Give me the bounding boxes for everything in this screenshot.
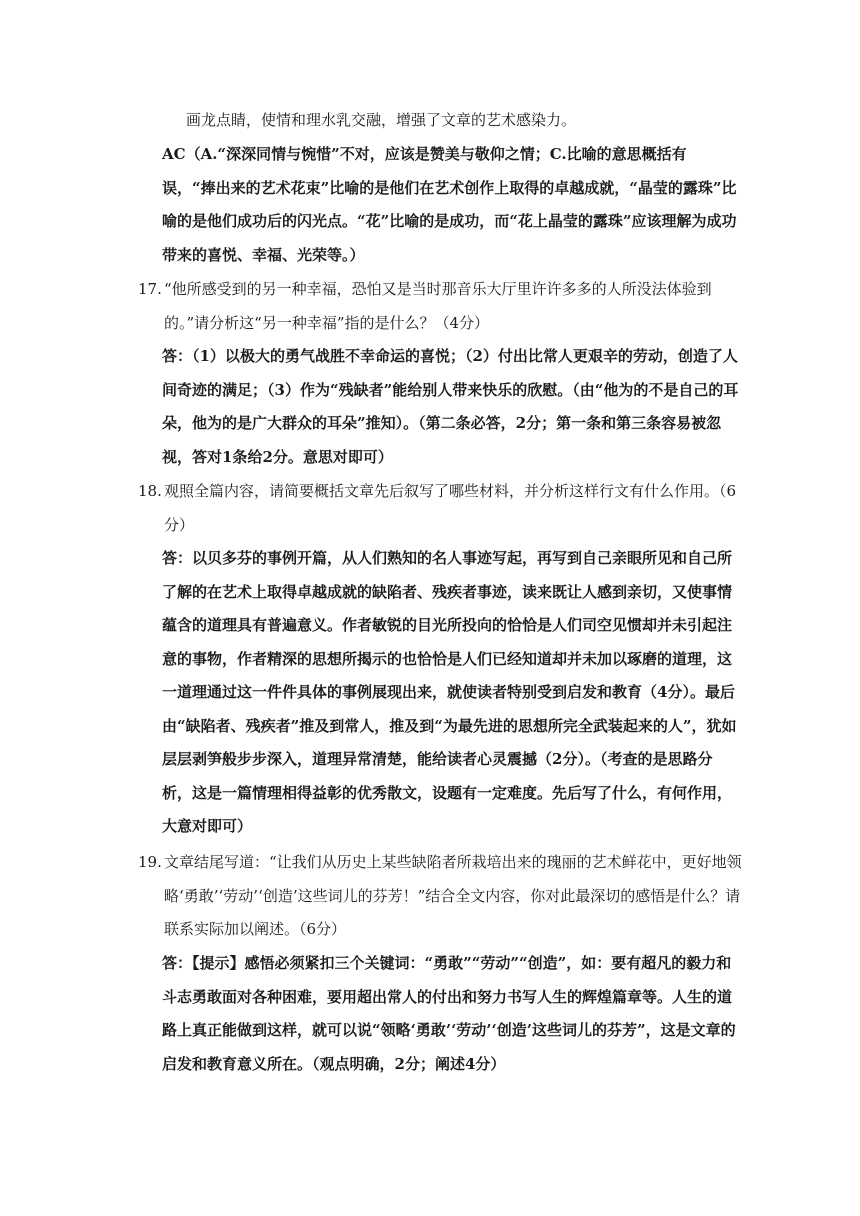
question-number: 17. [138,280,162,298]
question-text: 文章结尾写道：“让我们从历史上某些缺陷者所栽培出来的瑰丽的艺术鲜花中，更好地领略‘勇敢’‘劳动’‘创造’这些词儿的芬芳！”结合全文内容，你对此最深切的感悟是什么？请联系实际加以阐述。（6分） [164,853,742,938]
question-number: 18. [138,482,162,500]
question-number: 19. [138,853,162,871]
intro-line: 画龙点睛，使情和理水乳交融，增强了文章的艺术感染力。 [186,111,577,129]
question-text: “他所感受到的另一种幸福，恐怕又是当时那音乐大厅里许许多多的人所没法体验到的。”请分析这“另一种幸福”指的是什么？（4分） [164,280,712,332]
answer-text: 答：以贝多芬的事例开篇，从人们熟知的名人事迹写起，再写到自己亲眼所见和自己所了解的在艺术上取得卓越成就的缺陷者、残疾者事迹，读来既让人感到亲切，又使事情蕴含的道理具有普遍意义。作者敏锐的目光所投向的恰恰是人们司空见惯却并未引起注意的事物，作者精深的思想所揭示的也恰恰是人们已经知道却并未加以琢磨的道理，这一道理通过这一件件具体的事例展现出来，就使读者特别受到启发和教育（4分）。最后由“缺陷者、残疾者”推及到常人，推及到“为最先进的思想所完全武装起来的人”，犹如层层剥笋般步步深入，道理异常清楚，能给读者心灵震撼（2分）。（考查的是思路分析，这是一篇情理相得益彰的优秀散文，设题有一定难度。先后写了什么，有何作用，大意对即可） [162,549,737,835]
answer-text: 答：【提示】感悟必须紧扣三个关键词：“勇敢”“劳动”“创造”，如：要有超凡的毅力和斗志勇敢面对各种困难，要用超出常人的付出和努力书写人生的辉煌篇章等。人生的道路上真正能做到这样，就可以说“领略‘勇敢’‘劳动’‘创造’这些词儿的芬芳”，这是文章的启发和教育意义所在。（观点明确，2分；阐述4分） [162,954,736,1073]
answer-text: 答：（1）以极大的勇气战胜不幸命运的喜悦；（2）付出比常人更艰辛的劳动，创造了人间奇迹的满足；（3）作为“残缺者”能给别人带来快乐的欣慰。（由“他为的不是自己的耳朵，他为的是广大群众的耳朵”推知）。（第二条必答，2分；第一条和第三条容易被忽视，答对1条给2分。意思对即可） [162,347,739,466]
question-text: 观照全篇内容，请简要概括文章先后叙写了哪些材料，并分析这样行文有什么作用。（6分） [164,482,737,534]
answer-ac: AC（A.“深深同情与惋惜”不对，应该是赞美与敬仰之情；C.比喻的意思概括有误，“捧出来的艺术花束”比喻的是他们在艺术创作上取得的卓越成就，“晶莹的露珠”比喻的是他们成功后的闪光点。“花”比喻的是成功，而“花上晶莹的露珠”应该理解为成功带来的喜悦、幸福、光荣等。） [162,145,737,264]
